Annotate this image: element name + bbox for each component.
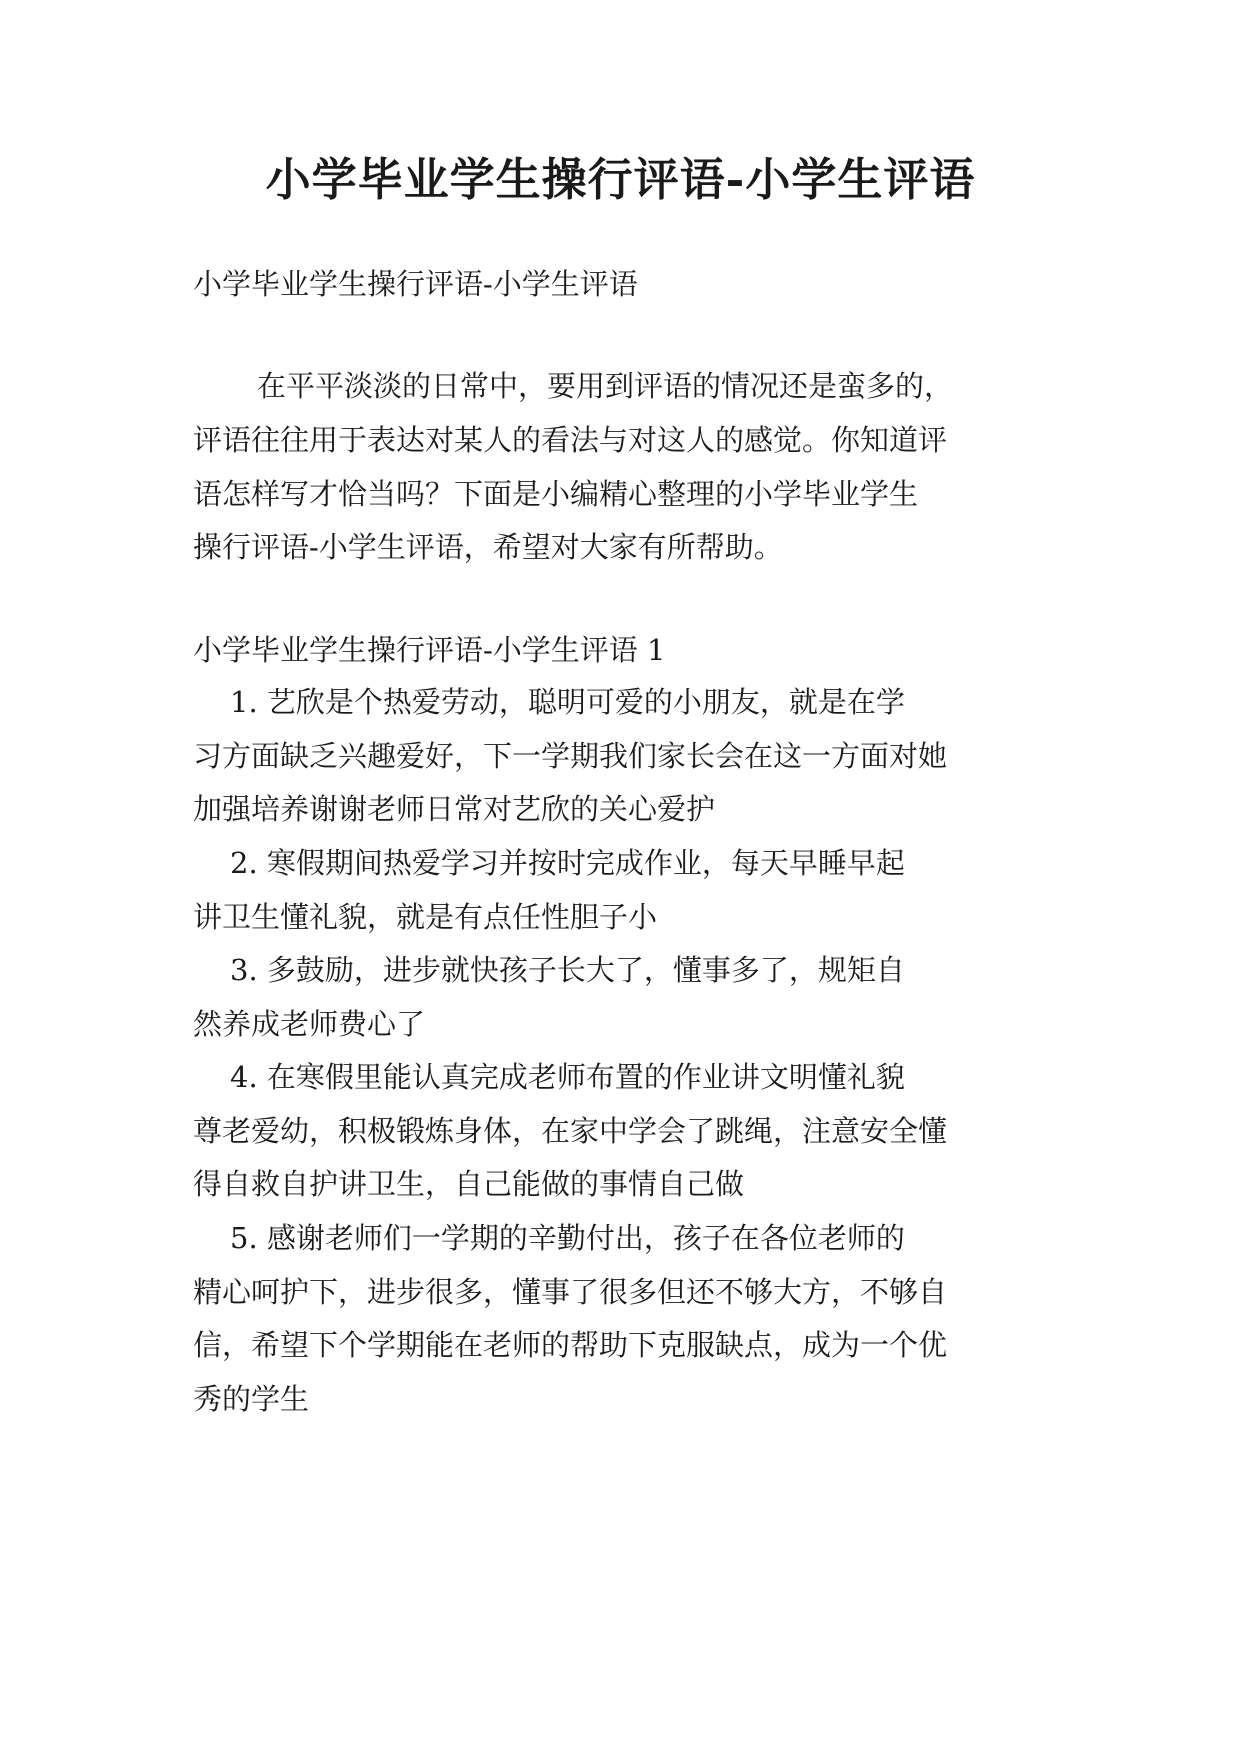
list-item-line: 尊老爱幼，积极锻炼身体，在家中学会了跳绳，注意安全懂 (193, 1114, 948, 1148)
list-item-line: 讲卫生懂礼貌，就是有点任性胆子小 (193, 900, 658, 934)
list-item-line: 秀的学生 (193, 1382, 310, 1416)
list-item-line: 然养成老师费心了 (193, 1007, 426, 1041)
list-item-line: 精心呵护下，进步很多，懂事了很多但还不够大方，不够自 (193, 1275, 948, 1309)
intro-line: 评语往往用于表达对某人的看法与对这人的感觉。你知道评 (193, 423, 948, 457)
list-item-line: 加强培养谢谢老师日常对艺欣的关心爱护 (193, 792, 716, 826)
list-item-line: 2. 寒假期间热爱学习并按时完成作业，每天早睡早起 (230, 846, 905, 880)
list-item-line: 得自救自护讲卫生，自己能做的事情自己做 (193, 1167, 745, 1201)
intro-line: 语怎样写才恰当吗？下面是小编精心整理的小学毕业学生 (193, 477, 919, 511)
intro-line: 操行评语-小学生评语，希望对大家有所帮助。 (193, 530, 783, 564)
list-item-line: 3. 多鼓励，进步就快孩子长大了，懂事多了，规矩自 (230, 953, 905, 987)
document-subtitle: 小学毕业学生操行评语-小学生评语 (193, 267, 638, 301)
list-item-line: 习方面缺乏兴趣爱好，下一学期我们家长会在这一方面对她 (193, 739, 948, 773)
section-heading: 小学毕业学生操行评语-小学生评语 1 (193, 633, 666, 667)
list-item-line: 4. 在寒假里能认真完成老师布置的作业讲文明懂礼貌 (230, 1060, 905, 1094)
list-item-line: 信，希望下个学期能在老师的帮助下克服缺点，成为一个优 (193, 1328, 948, 1362)
list-item-line: 5. 感谢老师们一学期的辛勤付出，孩子在各位老师的 (230, 1221, 905, 1255)
intro-line: 在平平淡淡的日常中，要用到评语的情况还是蛮多的， (257, 369, 954, 403)
document-title: 小学毕业学生操行评语-小学生评语 (265, 153, 976, 206)
list-item-line: 1. 艺欣是个热爱劳动，聪明可爱的小朋友，就是在学 (230, 685, 905, 719)
